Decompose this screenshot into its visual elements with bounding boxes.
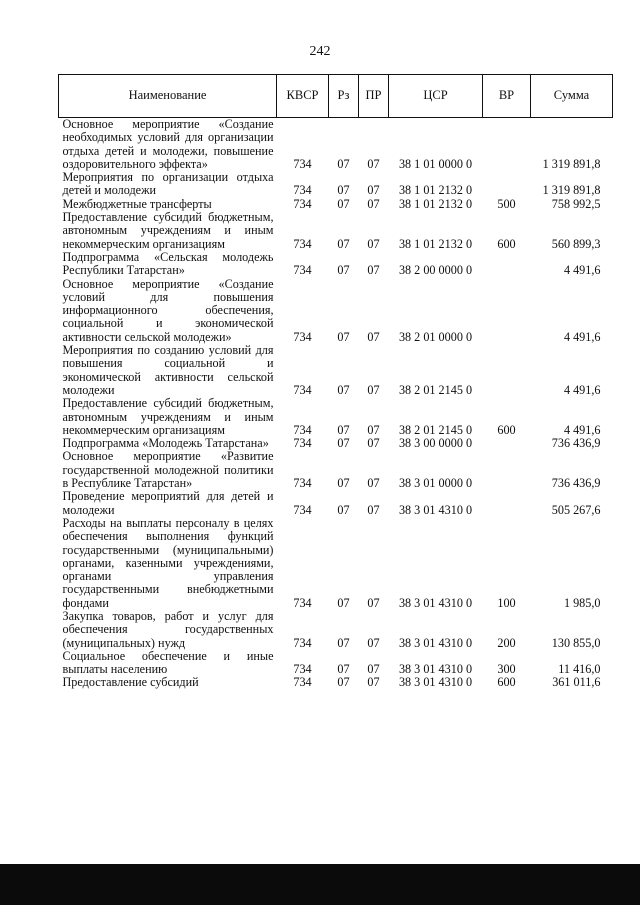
row-kvsr: 734	[293, 196, 312, 211]
row-pr: 07	[367, 329, 380, 344]
row-pr: 07	[367, 183, 380, 198]
row-vr	[483, 118, 531, 172]
row-pr: 07	[367, 662, 380, 677]
row-sum: 736 436,9	[551, 436, 601, 451]
row-pr: 07	[367, 236, 380, 251]
row-csr: 38 3 01 4310 0	[398, 595, 473, 610]
row-pr: 07	[367, 476, 380, 491]
row-kvsr: 734	[293, 675, 312, 690]
row-sum: 758 992,5	[551, 196, 601, 211]
row-vr: 600	[497, 675, 516, 690]
header-kvsr: КВСР	[277, 75, 329, 118]
row-sum: 1 985,0	[563, 595, 601, 610]
row-csr: 38 2 01 2145 0	[398, 382, 473, 397]
row-rz: 07	[337, 183, 350, 198]
row-csr: 38 3 01 4310 0	[398, 675, 473, 690]
row-vr	[483, 344, 531, 397]
table-header-row	[59, 75, 613, 118]
row-sum: 4 491,6	[563, 329, 601, 344]
row-rz: 07	[337, 156, 350, 171]
row-rz: 07	[337, 329, 350, 344]
row-kvsr: 734	[293, 329, 312, 344]
row-kvsr: 734	[293, 422, 312, 437]
row-rz: 07	[337, 263, 350, 278]
row-csr: 38 1 01 0000 0	[398, 156, 473, 171]
row-csr: 38 1 01 2132 0	[398, 183, 473, 198]
row-name: Основное мероприятие «Развитие государственной молодежной политики в Республике Татарстан»	[62, 449, 274, 491]
row-name: Предоставление субсидий бюджетным, автономным учреждениям и иным некоммерческим организациям	[62, 396, 274, 437]
row-kvsr: 734	[293, 595, 312, 610]
row-vr	[483, 171, 531, 198]
header-vr: ВР	[483, 75, 531, 118]
header-name: Наименование	[59, 75, 277, 118]
row-kvsr: 734	[293, 635, 312, 650]
row-vr: 300	[497, 662, 516, 677]
row-rz: 07	[337, 662, 350, 677]
row-vr	[483, 437, 531, 450]
row-rz: 07	[337, 595, 350, 610]
row-name: Основное мероприятие «Создание условий для повышения информационного обеспечения, социальной и экономической активности сельской молодежи»	[62, 276, 274, 344]
row-name: Проведение мероприятий для детей и молодежи	[62, 489, 274, 517]
row-csr: 38 3 00 0000 0	[398, 436, 473, 451]
row-name: Подпрограмма «Молодежь Татарстана»	[62, 436, 269, 451]
row-pr: 07	[367, 382, 380, 397]
row-sum: 130 855,0	[551, 635, 601, 650]
row-pr: 07	[367, 675, 380, 690]
row-name: Предоставление субсидий	[62, 675, 199, 690]
row-sum: 4 491,6	[563, 382, 601, 397]
row-pr: 07	[367, 502, 380, 517]
header-csr: ЦСР	[389, 75, 483, 118]
row-csr: 38 1 01 2132 0	[398, 196, 473, 211]
row-csr: 38 2 01 2145 0	[398, 422, 473, 437]
row-kvsr: 734	[293, 476, 312, 491]
row-csr: 38 1 01 2132 0	[398, 236, 473, 251]
table-row	[59, 437, 613, 450]
header-pr: ПР	[359, 75, 389, 118]
row-name: Основное мероприятие «Создание необходимых условий для организации отдыха детей и молодежи, повышение оздоровительного эффекта»	[62, 117, 274, 171]
row-rz: 07	[337, 476, 350, 491]
row-rz: 07	[337, 422, 350, 437]
row-csr: 38 3 01 0000 0	[398, 476, 473, 491]
row-rz: 07	[337, 635, 350, 650]
row-sum: 361 011,6	[552, 675, 601, 690]
row-csr: 38 3 01 4310 0	[398, 662, 473, 677]
page-number: 242	[309, 44, 331, 59]
row-sum: 1 319 891,8	[542, 183, 601, 198]
row-vr: 200	[497, 635, 516, 650]
table-row	[59, 344, 613, 397]
row-vr	[483, 278, 531, 344]
row-rz: 07	[337, 502, 350, 517]
row-rz: 07	[337, 196, 350, 211]
row-pr: 07	[367, 436, 380, 451]
row-rz: 07	[337, 382, 350, 397]
row-kvsr: 734	[293, 382, 312, 397]
row-sum: 505 267,6	[551, 502, 601, 517]
row-name: Расходы на выплаты персоналу в целях обеспечения выполнения функций государственными (муниципальными) органами, казенными учреждениями, органами управления государственными внебюджетными фондами	[62, 515, 274, 610]
row-vr: 600	[497, 236, 516, 251]
row-csr: 38 3 01 4310 0	[398, 502, 473, 517]
table-row	[59, 517, 613, 610]
row-sum: 4 491,6	[563, 263, 601, 278]
row-vr	[483, 490, 531, 517]
row-vr: 600	[497, 422, 516, 437]
row-csr: 38 2 01 0000 0	[398, 329, 473, 344]
row-csr: 38 2 00 0000 0	[398, 263, 473, 278]
row-kvsr: 734	[293, 156, 312, 171]
row-kvsr: 734	[293, 183, 312, 198]
table-row	[59, 251, 613, 278]
table-row	[59, 650, 613, 677]
row-pr: 07	[367, 635, 380, 650]
row-kvsr: 734	[293, 502, 312, 517]
row-sum: 736 436,9	[551, 476, 601, 491]
row-name: Мероприятия по организации отдыха детей и молодежи	[62, 170, 274, 198]
row-rz: 07	[337, 675, 350, 690]
row-sum: 11 416,0	[558, 662, 601, 677]
table-row	[59, 211, 613, 251]
row-name: Подпрограмма «Сельская молодежь Республики Татарстан»	[62, 249, 274, 278]
row-name: Предоставление субсидий бюджетным, автономным учреждениям и иным некоммерческим организациям	[62, 210, 274, 251]
row-pr: 07	[367, 196, 380, 211]
row-vr	[483, 450, 531, 490]
row-name: Мероприятия по созданию условий для повышения социальной и экономической активности сельской молодежи	[62, 343, 274, 397]
row-name: Межбюджетные трансферты	[62, 196, 212, 211]
row-vr: 100	[497, 595, 516, 610]
table-row	[59, 397, 613, 437]
table-row	[59, 676, 613, 689]
row-vr	[483, 251, 531, 278]
row-sum: 1 319 891,8	[542, 156, 601, 171]
row-kvsr: 734	[293, 236, 312, 251]
table-row	[59, 278, 613, 344]
row-kvsr: 734	[293, 662, 312, 677]
row-kvsr: 734	[293, 263, 312, 278]
table-row	[59, 171, 613, 198]
row-vr: 500	[497, 196, 516, 211]
row-pr: 07	[367, 595, 380, 610]
row-sum: 560 899,3	[551, 236, 601, 251]
row-kvsr: 734	[293, 436, 312, 451]
row-pr: 07	[367, 263, 380, 278]
table-row	[59, 450, 613, 490]
row-pr: 07	[367, 422, 380, 437]
table-row	[59, 490, 613, 517]
header-sum: Сумма	[531, 75, 613, 118]
bottom-scan-band	[0, 864, 640, 905]
table-row	[59, 198, 613, 211]
row-sum: 4 491,6	[563, 422, 601, 437]
row-name: Закупка товаров, работ и услуг для обеспечения государственных (муниципальных) нужд	[62, 608, 274, 650]
budget-table	[58, 74, 613, 690]
table-row	[59, 610, 613, 650]
row-pr: 07	[367, 156, 380, 171]
row-rz: 07	[337, 236, 350, 251]
row-name: Социальное обеспечение и иные выплаты населению	[62, 648, 274, 677]
row-csr: 38 3 01 4310 0	[398, 635, 473, 650]
header-rz: Рз	[329, 75, 359, 118]
row-rz: 07	[337, 436, 350, 451]
table-row	[59, 118, 613, 172]
